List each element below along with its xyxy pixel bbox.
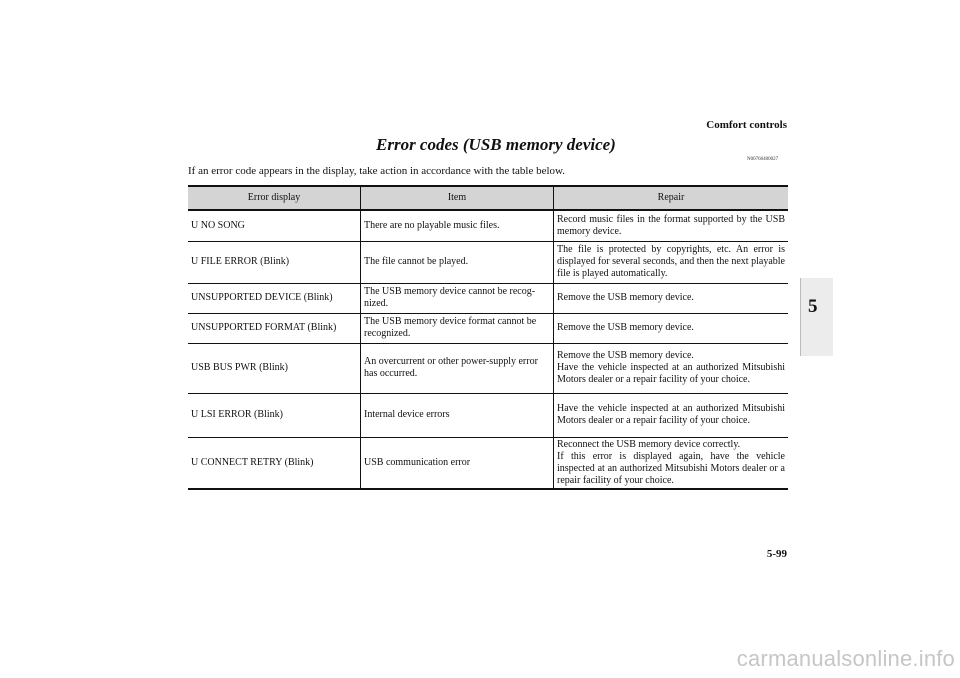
repair-cell: Remove the USB memory device. Have the vehicle inspected at an authorized Mitsubishi Motors dealer or a repair facility of your choice. bbox=[554, 343, 789, 393]
header-item: Item bbox=[361, 186, 554, 210]
repair-cell: Remove the USB memory device. bbox=[554, 313, 789, 343]
table-row bbox=[188, 437, 788, 489]
table-row bbox=[188, 283, 788, 313]
repair-cell: Remove the USB memory device. bbox=[554, 283, 789, 313]
repair-cell: Record music files in the format supported by the USB memory device. bbox=[554, 210, 789, 241]
intro-text: If an error code appears in the display, take action in accordance with the table below. bbox=[188, 165, 565, 177]
error-display-cell: UNSUPPORTED DEVICE (Blink) bbox=[188, 283, 361, 313]
header-error-display: Error display bbox=[188, 186, 361, 210]
repair-cell: The file is protected by copyrights, etc. An error is displayed for several seconds, and then the next playable file is played automatically. bbox=[554, 241, 789, 283]
error-display-cell: UNSUPPORTED FORMAT (Blink) bbox=[188, 313, 361, 343]
item-cell: An overcurrent or other power-supply error has occurred. bbox=[361, 343, 554, 393]
page-title: Error codes (USB memory device) bbox=[376, 135, 616, 154]
item-cell: There are no playable music files. bbox=[361, 210, 554, 241]
table-row bbox=[188, 210, 788, 241]
table-row bbox=[188, 241, 788, 283]
repair-cell: Have the vehicle inspected at an authorized Mitsubishi Motors dealer or a repair facility of your choice. bbox=[554, 393, 789, 437]
section-header: Comfort controls bbox=[706, 119, 787, 131]
watermark: carmanualsonline.info bbox=[736, 646, 955, 671]
page-number: 5-99 bbox=[766, 548, 787, 560]
item-cell: The USB memory device format cannot be recognized. bbox=[361, 313, 554, 343]
header-repair: Repair bbox=[554, 186, 789, 210]
error-display-cell: U CONNECT RETRY (Blink) bbox=[188, 437, 361, 489]
repair-cell: Reconnect the USB memory device correctly. If this error is displayed again, have the vehicle inspected at an authorized Mitsubishi Motors dealer or a repair facility of your choice. bbox=[554, 437, 789, 489]
item-cell: The file cannot be played. bbox=[361, 241, 554, 283]
table-row bbox=[188, 393, 788, 437]
error-display-cell: U FILE ERROR (Blink) bbox=[188, 241, 361, 283]
item-cell: The USB memory device cannot be recog-nized. bbox=[361, 283, 554, 313]
error-codes-table bbox=[188, 185, 788, 490]
reference-code: N00766400027 bbox=[747, 157, 779, 162]
item-cell: Internal device errors bbox=[361, 393, 554, 437]
table-header-row bbox=[188, 186, 788, 210]
error-display-cell: U NO SONG bbox=[188, 210, 361, 241]
table-row bbox=[188, 343, 788, 393]
chapter-number: 5 bbox=[808, 296, 818, 317]
item-cell: USB communication error bbox=[361, 437, 554, 489]
table-row bbox=[188, 313, 788, 343]
error-display-cell: USB BUS PWR (Blink) bbox=[188, 343, 361, 393]
error-display-cell: U LSI ERROR (Blink) bbox=[188, 393, 361, 437]
